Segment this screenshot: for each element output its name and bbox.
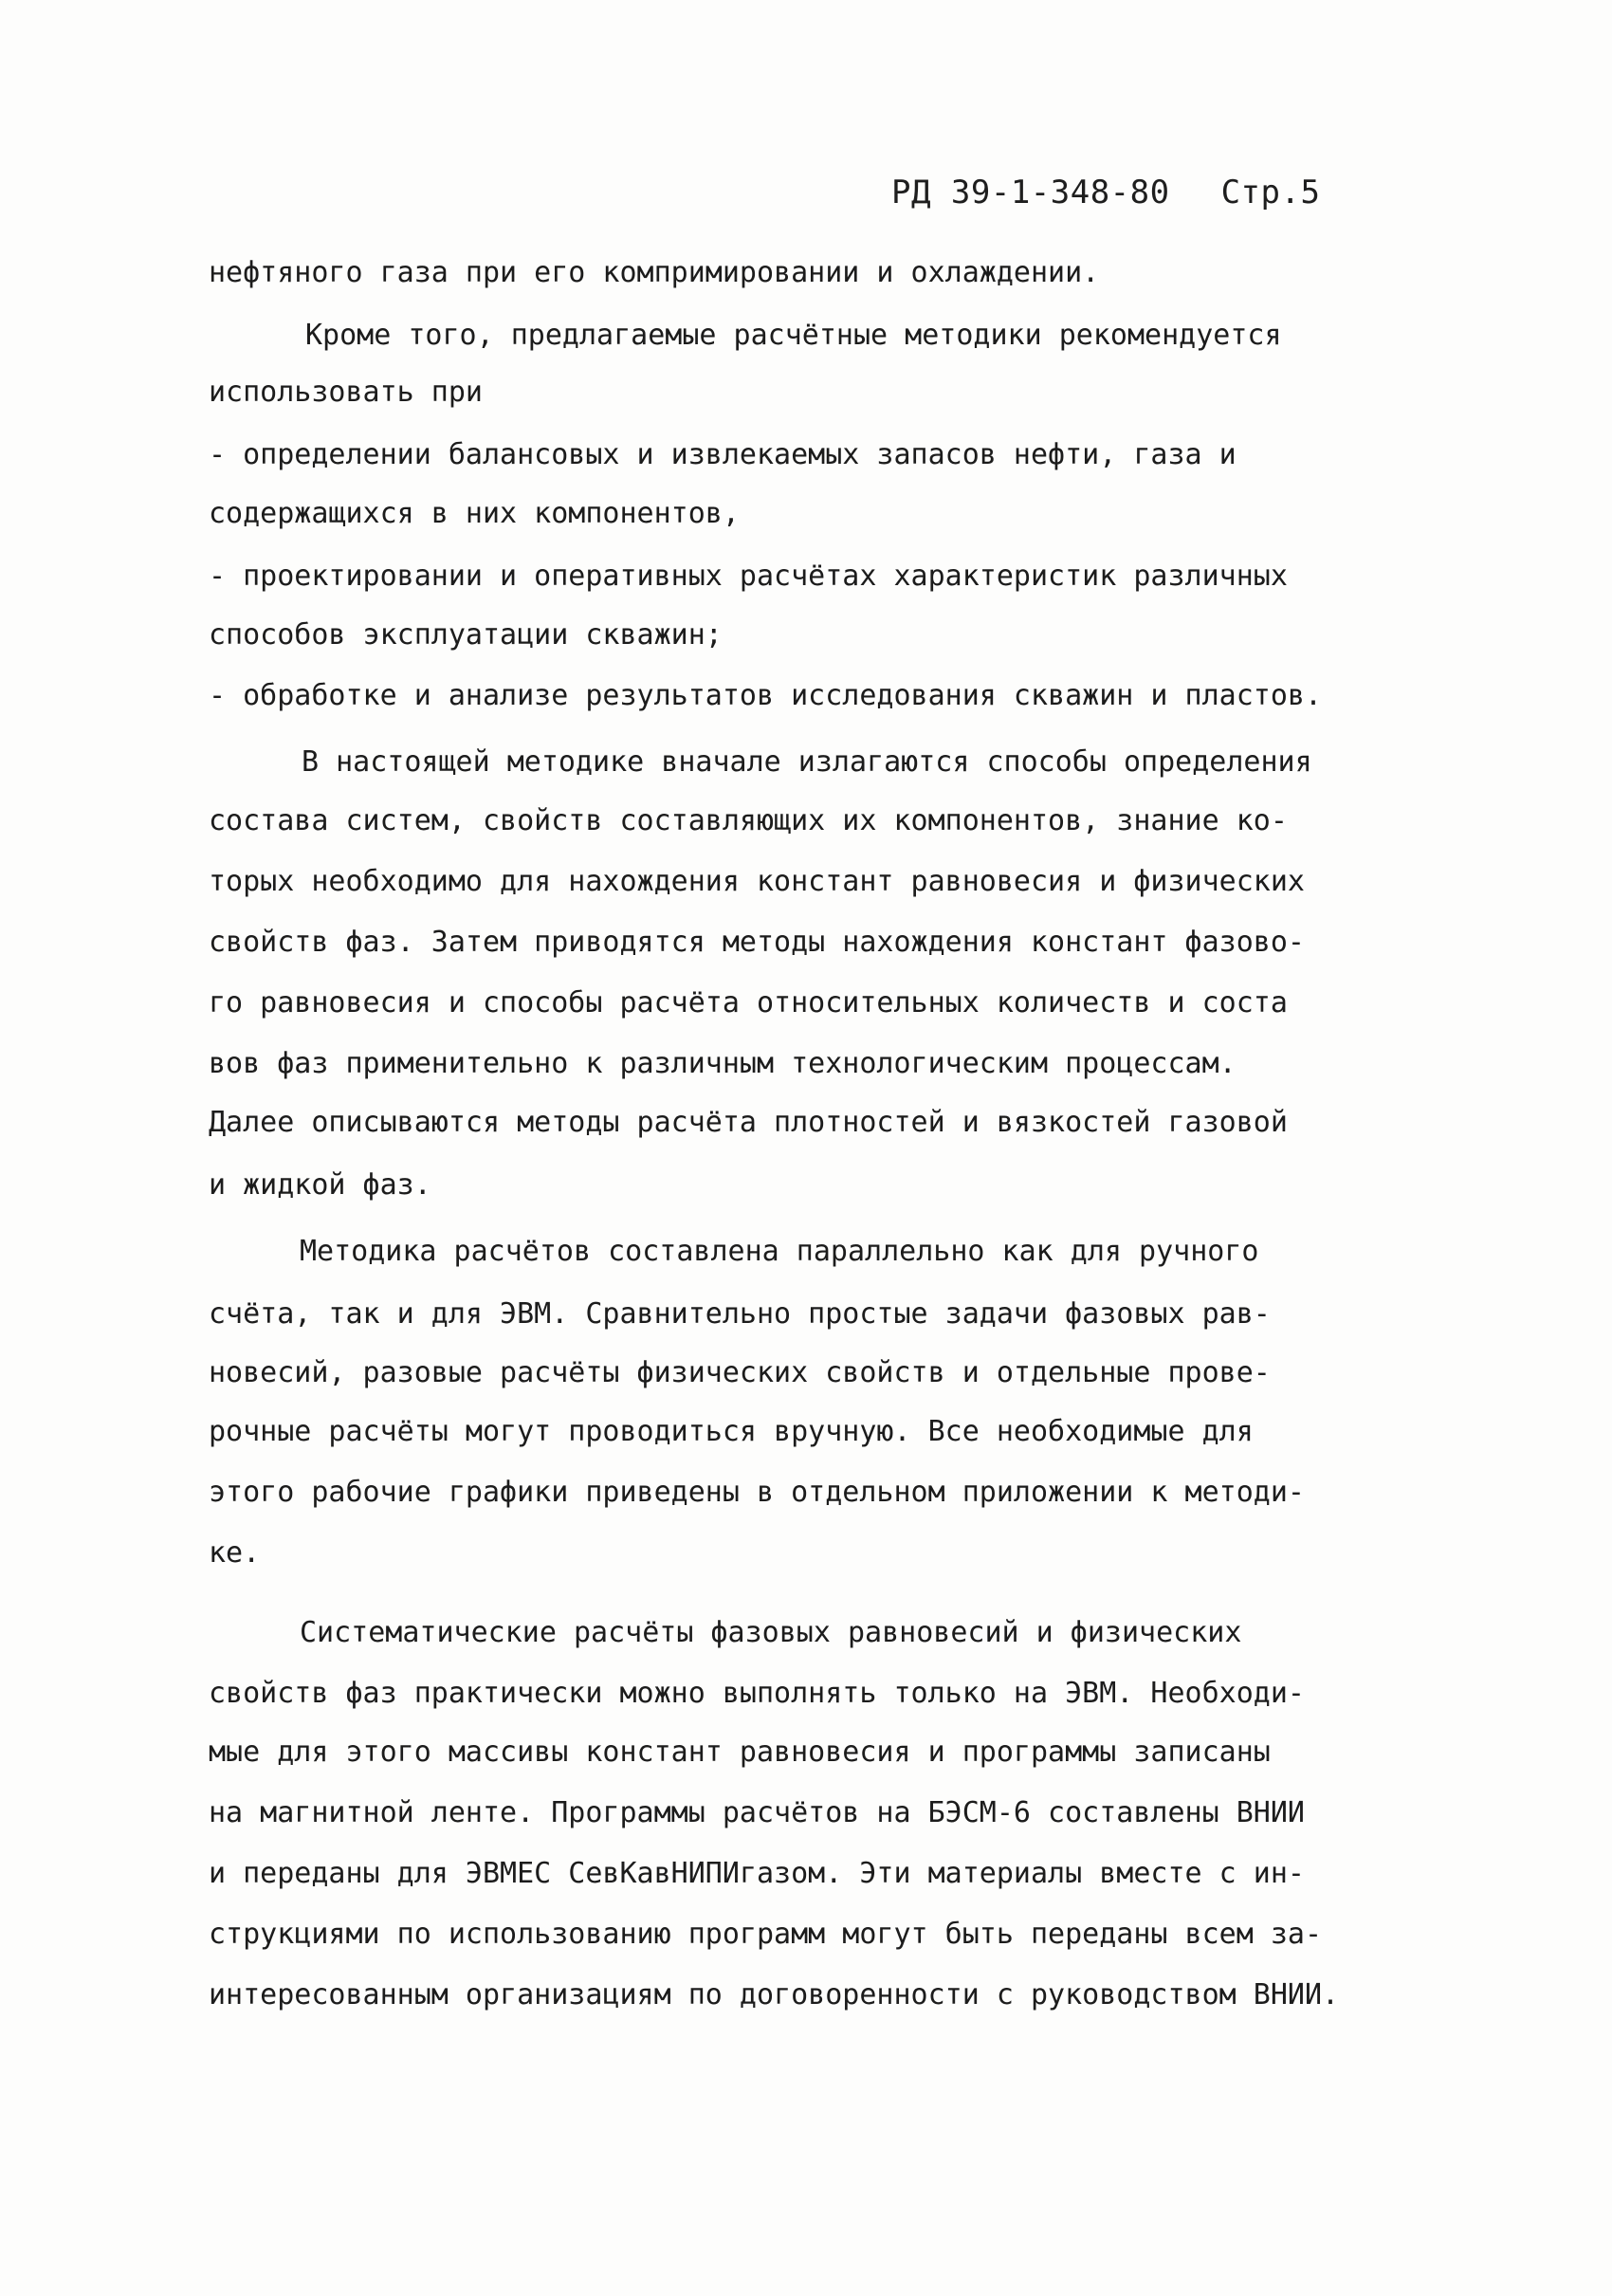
text-line: содержащихся в них компонентов, xyxy=(209,497,740,530)
text-line: Систематические расчёты фазовых равновесий и физических xyxy=(300,1616,1242,1649)
text-line: свойств фаз. Затем приводятся методы нахождения констант фазово- xyxy=(209,926,1305,959)
text-line: ке. xyxy=(209,1536,261,1570)
text-line: рочные расчёты могут проводиться вручную. Все необходимые для xyxy=(209,1415,1254,1448)
text-line: Методика расчётов составлена параллельно как для ручного xyxy=(300,1235,1259,1268)
text-line: свойств фаз практически можно выполнять только на ЭВМ. Необходи- xyxy=(209,1677,1305,1710)
text-line: струкциями по использованию программ могут быть переданы всем за- xyxy=(209,1918,1322,1951)
text-line: В настоящей методике вначале излагаются способы определения xyxy=(302,745,1312,779)
text-line: - проектировании и оперативных расчётах характеристик различных xyxy=(209,560,1288,593)
text-line: счёта, так и для ЭВМ. Сравнительно простые задачи фазовых рав- xyxy=(209,1297,1271,1331)
text-line: состава систем, свойств составляющих их компонентов, знание ко- xyxy=(209,804,1288,837)
page-number: Стр.5 xyxy=(1220,174,1321,211)
text-line: интересованным организациям по договоренности с руководством ВНИИ. xyxy=(209,1978,1340,2011)
text-line: использовать при xyxy=(209,376,483,409)
text-line: на магнитной ленте. Программы расчётов на БЭСМ-6 составлены ВНИИ xyxy=(209,1796,1305,1829)
text-line: - обработке и анализе результатов исследования скважин и пластов. xyxy=(209,679,1322,712)
text-line: го равновесия и способы расчёта относительных количеств и соста xyxy=(209,986,1288,1019)
text-line: - определении балансовых и извлекаемых запасов нефти, газа и xyxy=(209,438,1236,471)
text-line: этого рабочие графики приведены в отдельном приложении к методи- xyxy=(209,1476,1305,1509)
text-line: Далее описываются методы расчёта плотностей и вязкостей газовой xyxy=(209,1106,1288,1139)
text-line: вов фаз применительно к различным технологическим процессам. xyxy=(209,1047,1236,1080)
text-line: нефтяного газа при его компримировании и охлаждении. xyxy=(209,256,1100,289)
text-line: и жидкой фаз. xyxy=(209,1168,431,1202)
page-header xyxy=(891,174,1320,211)
text-line: и переданы для ЭВМЕС СевКавНИПИгазом. Эти материалы вместе с ин- xyxy=(209,1857,1305,1890)
text-line: способов эксплуатации скважин; xyxy=(209,618,723,652)
text-line: мые для этого массивы констант равновесия и программы записаны xyxy=(209,1736,1271,1769)
text-line: Кроме того, предлагаемые расчётные методики рекомендуется xyxy=(305,319,1282,352)
text-line: новесий, разовые расчёты физических свойств и отдельные прове- xyxy=(209,1356,1271,1389)
text-line: торых необходимо для нахождения констант равновесия и физических xyxy=(209,865,1305,898)
document-code: РД 39-1-348-80 xyxy=(891,174,1170,211)
